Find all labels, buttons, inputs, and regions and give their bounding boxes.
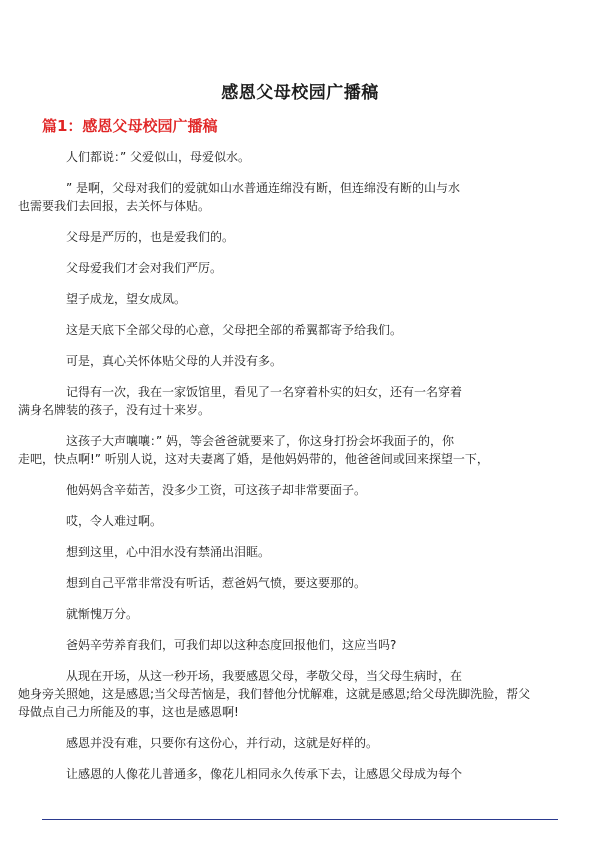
paragraph xyxy=(42,543,562,561)
paragraph-line: 走吧，快点啊!” 听别人说，这对夫妻离了婚，是他妈妈带的，他爸爸间或回来探望一下， xyxy=(18,452,489,466)
paragraph xyxy=(42,148,562,166)
paragraph xyxy=(18,383,562,419)
paragraph-line: 感恩并没有难，只要你有这份心，并行动，这就是好样的。 xyxy=(66,736,379,750)
paragraph xyxy=(42,512,562,530)
document-title: 感恩父母校园广播稿 xyxy=(221,83,379,103)
paragraph-line: 想到这里，心中泪水没有禁涌出泪眶。 xyxy=(66,545,271,559)
paragraph xyxy=(42,574,562,592)
paragraph xyxy=(42,321,562,339)
paragraph xyxy=(42,734,562,752)
paragraph xyxy=(42,765,562,783)
paragraph-line: 满身名牌装的孩子，没有过十来岁。 xyxy=(18,403,211,417)
paragraph-line: 她身旁关照她，这是感恩;当父母苦恼是，我们替他分忧解难，这就是感恩;给父母洗脚洗脸，帮父 xyxy=(18,687,531,701)
paragraph-line: 爸妈辛劳养育我们，可我们却以这种态度回报他们，这应当吗? xyxy=(66,638,397,652)
paragraph-line: 想到自己平常非常没有听话，惹爸妈气愤，要这要那的。 xyxy=(66,576,367,590)
paragraph-line: 这是天底下全部父母的心意，父母把全部的希翼都寄予给我们。 xyxy=(66,323,403,337)
paragraph xyxy=(42,636,562,654)
paragraph-line: 父母爱我们才会对我们严厉。 xyxy=(66,261,223,275)
section-heading: 篇1：感恩父母校园广播稿 xyxy=(42,117,218,135)
paragraph-line: 这孩子大声嚷嚷：” 妈，等会爸爸就要来了，你这身打扮会坏我面子的，你 xyxy=(66,434,455,448)
document-body xyxy=(18,148,562,796)
paragraph-line: 让感恩的人像花儿普通多，像花儿相同永久传承下去，让感恩父母成为每个 xyxy=(66,767,463,781)
paragraph-line: 父母是严厉的，也是爱我们的。 xyxy=(66,230,235,244)
paragraph-line: 从现在开场，从这一秒开场，我要感恩父母，孝敬父母，当父母生病时，在 xyxy=(66,669,463,683)
paragraph xyxy=(18,179,562,215)
paragraph-line: 就惭愧万分。 xyxy=(66,607,139,621)
paragraph-line: 可是，真心关怀体贴父母的人并没有多。 xyxy=(66,354,283,368)
paragraph-line: 望子成龙，望女成凤。 xyxy=(66,292,187,306)
paragraph-line: 母做点自己力所能及的事，这也是感恩啊! xyxy=(18,705,239,719)
paragraph-line: 也需要我们去回报，去关怀与体贴。 xyxy=(18,199,211,213)
paragraph xyxy=(42,481,562,499)
paragraph-line: 记得有一次，我在一家饭馆里，看见了一名穿着朴实的妇女，还有一名穿着 xyxy=(66,385,463,399)
paragraph-line: ” 是啊，父母对我们的爱就如山水普通连绵没有断，但连绵没有断的山与水 xyxy=(66,181,461,195)
paragraph xyxy=(42,352,562,370)
paragraph-line: 人们都说：” 父爱似山，母爱似水。 xyxy=(66,150,251,164)
paragraph xyxy=(18,432,562,468)
paragraph xyxy=(42,259,562,277)
paragraph-line: 他妈妈含辛茹苦，没多少工资，可这孩子却非常要面子。 xyxy=(66,483,367,497)
paragraph xyxy=(42,290,562,308)
paragraph xyxy=(18,667,562,721)
paragraph-line: 哎，令人难过啊。 xyxy=(66,514,163,528)
paragraph xyxy=(42,605,562,623)
footer-divider xyxy=(42,819,558,820)
paragraph xyxy=(42,228,562,246)
